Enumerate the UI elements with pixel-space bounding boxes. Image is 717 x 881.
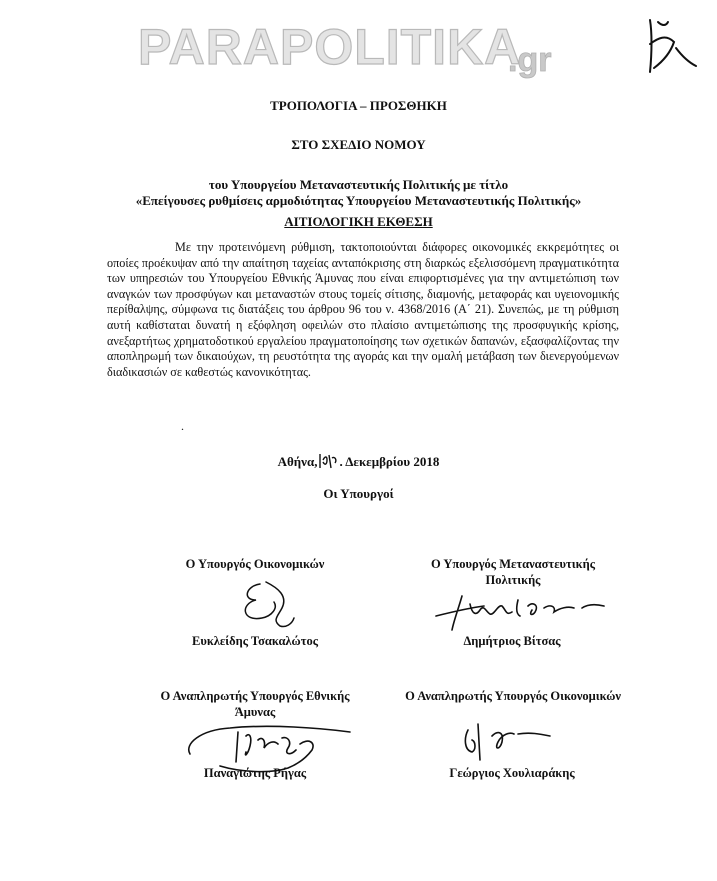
parapolitika-logo xyxy=(128,16,576,86)
handwritten-day xyxy=(317,452,339,470)
signatory-role-migration: Ο Υπουργός Μεταναστευτικής Πολιτικής xyxy=(431,557,595,587)
signature-vitsas xyxy=(432,586,612,634)
explanatory-paragraph: Με την προτεινόμενη ρύθμιση, τακτοποιούνται διάφορες οικονομικές εκκρεμότητες οι οποίες προέκυψαν από την απαίτηση ταχείας ανταπόκρισης στη διαρκώς εξελισσόμενη πραγματικότητα των υπηρεσιών του Υπουργείου Εθνικής Άμυνας που είναι επιφορτισμένες για την αντιμετώπιση των αναγκών των προσφύγων και μεταναστών στους τομείς σίτισης, διαμονής, μεταφοράς και υγειονομικής περίθαλψης, σύμφωνα τις διατάξεις του άρθρου 96 του ν. 4368/2016 (Α΄ 21). Συνεπώς, με τη ρύθμιση αυτή καθίσταται δυνατή η εξόφληση οφειλών στο πλαίσιο αντιμετώπισης της προσφυγικής κρίσης, ανεξαρτήτως χρηματοδοτικού εργαλείου πραγματοποίησης των σχετικών δαπανών, εξασφαλίζοντας την αποπληρωμή των δικαιούχων, τη ρευστότητα της αγοράς και την ομαλή μετάβαση των διενεργούμενων διαδικασιών σε καθεστώς κανονικότητας. xyxy=(107,240,619,379)
svg-text:PARAPOLITIKA: PARAPOLITIKA xyxy=(138,19,522,75)
document-title: ΤΡΟΠΟΛΟΓΙΑ – ΠΡΟΣΘΗΚΗ xyxy=(270,98,447,113)
bill-title xyxy=(0,177,717,209)
signatory-role-finance: Ο Υπουργός Οικονομικών xyxy=(185,557,325,571)
document-subtitle: ΣΤΟ ΣΧΕΔΙΟ ΝΟΜΟΥ xyxy=(291,137,426,152)
signature-houliarakis xyxy=(458,720,554,764)
corner-signature xyxy=(640,12,700,82)
signatory-name-rigas: Παναγιώτης Ρήγας xyxy=(203,766,307,780)
signatory-role-defence: Ο Αναπληρωτής Υπουργός Εθνικής Άμυνας xyxy=(160,689,350,719)
date-suffix: . Δεκεμβρίου 2018 xyxy=(339,454,440,469)
signature-tsakalotos xyxy=(232,578,302,630)
stray-dot: . xyxy=(181,419,184,433)
ministers-heading: Οι Υπουργοί xyxy=(323,486,394,501)
signatory-role-deputy-finance: Ο Αναπληρωτής Υπουργός Οικονομικών xyxy=(405,689,621,703)
date-prefix: Αθήνα, xyxy=(277,454,318,469)
svg-text:.gr: .gr xyxy=(508,41,552,79)
section-heading: ΑΙΤΙΟΛΟΓΙΚΗ ΕΚΘΕΣΗ xyxy=(284,214,433,229)
signatory-name-vitsas: Δημήτριος Βίτσας xyxy=(463,634,561,648)
date-line xyxy=(0,452,717,470)
signatory-name-houliarakis: Γεώργιος Χουλιαράκης xyxy=(449,766,575,780)
signatory-name-tsakalotos: Ευκλείδης Τσακαλώτος xyxy=(192,634,318,648)
bill-title-line1: του Υπουργείου Μεταναστευτικής Πολιτικής με τίτλο xyxy=(208,177,509,192)
bill-title-line2: «Επείγουσες ρυθμίσεις αρμοδιότητας Υπουργείου Μεταναστευτικής Πολιτικής» xyxy=(135,193,582,208)
